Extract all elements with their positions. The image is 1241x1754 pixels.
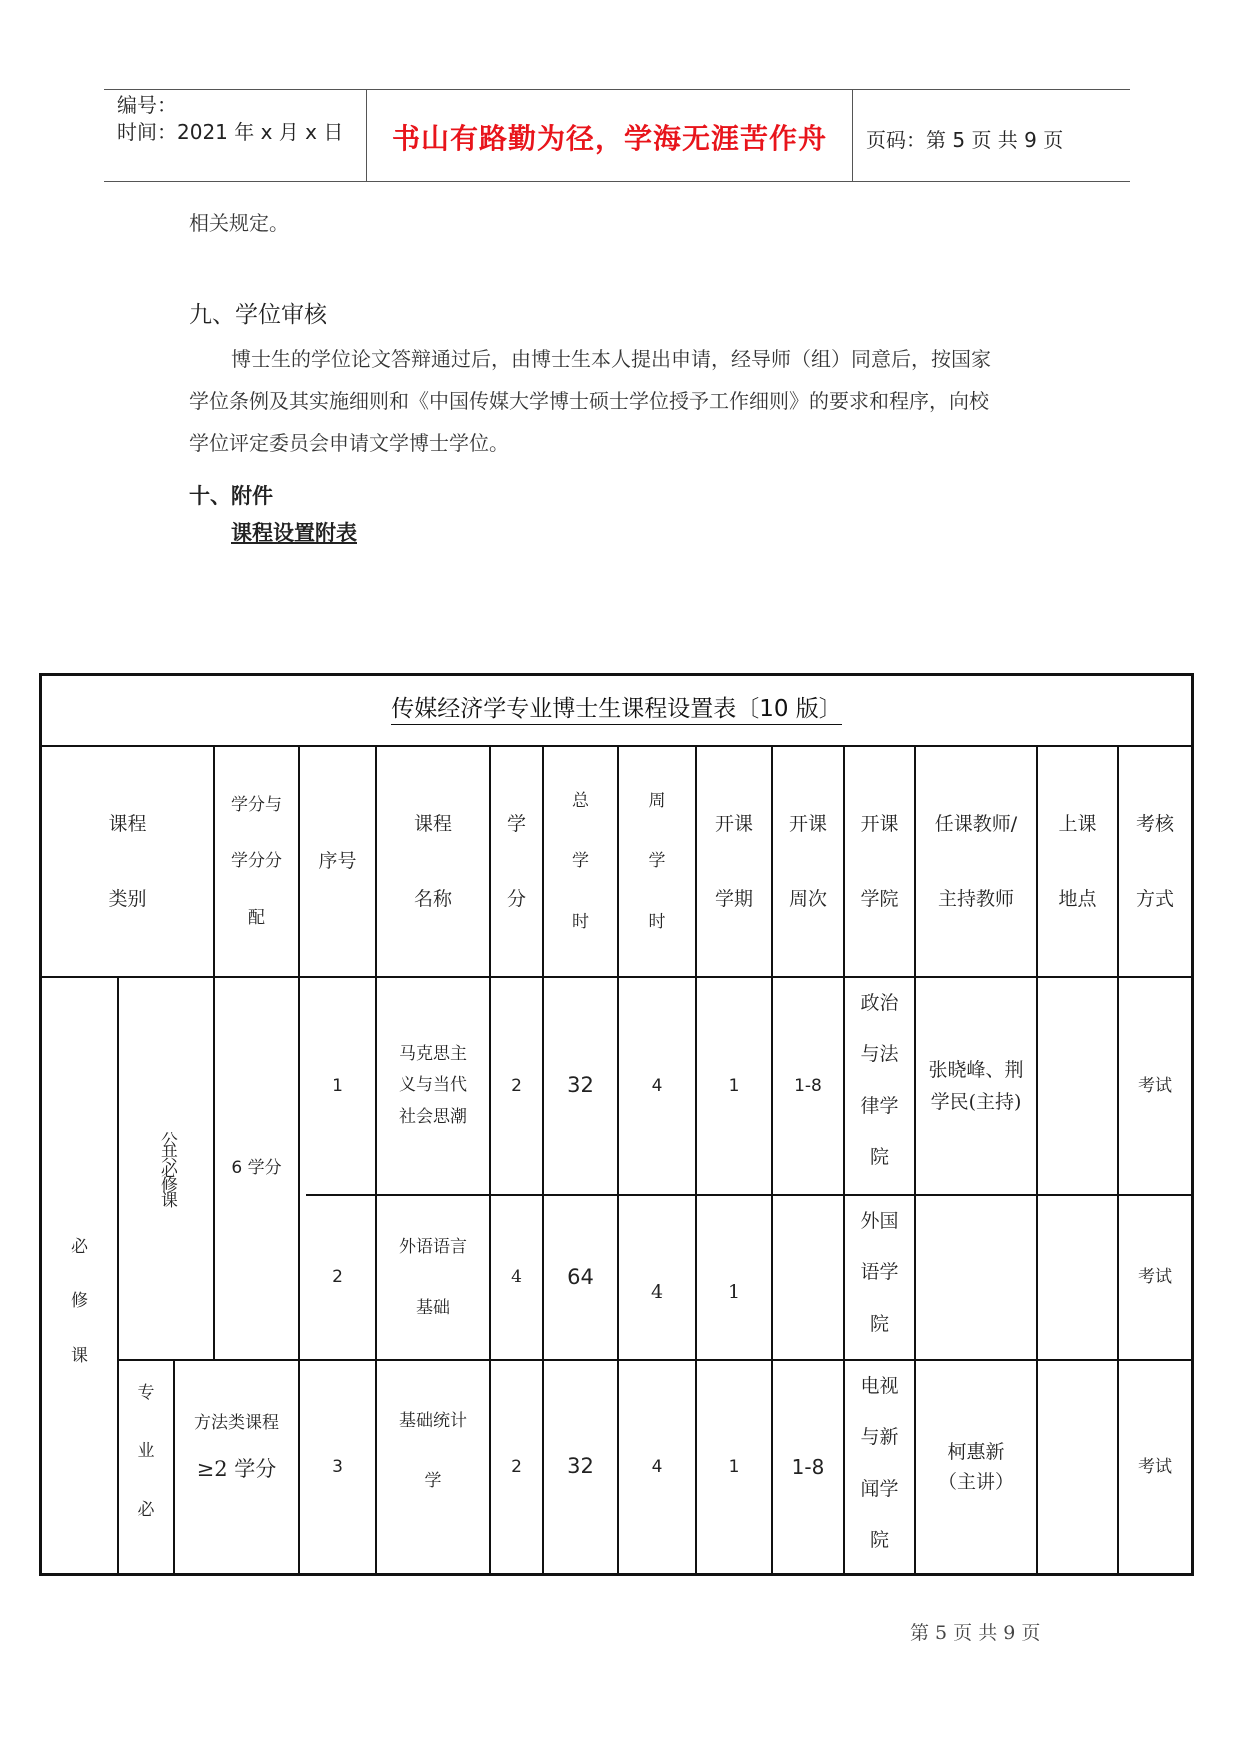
- header-teacher-line1: 任课教师/: [934, 812, 1018, 835]
- row1-seq-text: 1: [332, 1075, 343, 1096]
- header-weekly-hours-line1: 周: [648, 790, 666, 811]
- header-credit-line1: 学: [506, 812, 526, 835]
- header-weeks-line2: 周次: [788, 887, 827, 910]
- group-method-credit: ≥2 学分: [196, 1457, 277, 1482]
- row1-teacher: [916, 978, 1036, 1194]
- header-weekly-hours: [619, 747, 695, 976]
- header-credit-alloc: [215, 747, 298, 976]
- group-required-char1: 必: [71, 1236, 88, 1257]
- section9-line-3: 学位评定委员会申请文学博士学位。: [189, 431, 509, 455]
- row2-college-line1: 外国: [860, 1210, 899, 1232]
- row1-college: [845, 978, 914, 1194]
- row2-term-text: 1: [727, 1281, 741, 1304]
- header-college: [845, 747, 914, 976]
- row3-total-hours: [544, 1361, 617, 1573]
- row3-weekly-hours: [619, 1361, 695, 1573]
- row3-teacher: [916, 1361, 1036, 1573]
- header-exam-line1: 考核: [1135, 812, 1174, 835]
- section9-line-2: 学位条例及其实施细则和《中国传媒大学博士硕士学位授予工作细则》的要求和程序，向校: [189, 389, 989, 413]
- row3-weeks-text: 1-8: [791, 1455, 825, 1479]
- row1-exam: [1119, 978, 1191, 1194]
- row1-weekly-hours: [619, 978, 695, 1194]
- group-required-char3: 课: [71, 1345, 88, 1366]
- group-major: [119, 1361, 173, 1573]
- row3-college-line4: 院: [869, 1528, 889, 1551]
- row1-name-line3: 社会思潮: [399, 1106, 467, 1127]
- header-credit-alloc-line3: 配: [248, 907, 265, 928]
- header-college-line2: 学院: [860, 887, 899, 910]
- row3-exam: [1119, 1361, 1191, 1573]
- row3-name: [377, 1361, 489, 1573]
- row2-college: [845, 1196, 914, 1359]
- row1-credit: [491, 978, 542, 1194]
- attachment-title[interactable]: 课程设置附表: [231, 521, 357, 545]
- row3-teacher-line1: 柯惠新: [947, 1440, 1005, 1463]
- row1-total-hours-text: 32: [567, 1073, 594, 1098]
- section9-paragraph: [189, 338, 1089, 464]
- row1-teacher-line1: 张晓峰、荆: [928, 1058, 1024, 1081]
- row3-name-line1: 基础统计: [399, 1411, 467, 1431]
- row1-location: [1038, 978, 1117, 1194]
- row3-location: [1038, 1361, 1117, 1573]
- section9-line-1: 博士生的学位论文答辩通过后，由博士生本人提出申请，经导师（组）同意后，按国家: [231, 347, 991, 371]
- row3-credit-text: 2: [511, 1456, 522, 1477]
- group-method-text: 方法类课程: [194, 1413, 279, 1433]
- header-bottom-rule: [104, 181, 1130, 182]
- row1-college-line3: 律学: [860, 1094, 899, 1117]
- row3-seq: [300, 1361, 375, 1573]
- row1-name: [377, 978, 489, 1194]
- row2-college-line2: 语学: [860, 1261, 899, 1284]
- continuation-text: 相关规定。: [189, 211, 289, 235]
- row3-weeks: [773, 1361, 843, 1573]
- row1-name-line1: 马克思主: [399, 1043, 467, 1064]
- row2-exam: [1119, 1196, 1191, 1359]
- row2-college-line3: 院: [869, 1312, 889, 1335]
- header-college-line1: 开课: [860, 812, 899, 835]
- header-teacher-line2: 主持教师: [937, 887, 1014, 910]
- header-term-line2: 学期: [714, 887, 753, 910]
- row2-credit-text: 4: [511, 1267, 522, 1288]
- row2-name-line2: 基础: [416, 1297, 450, 1318]
- header-weekly-hours-line2: 学: [648, 851, 666, 872]
- header-divider-right: [852, 89, 853, 181]
- group-major-char2: 业: [137, 1441, 155, 1462]
- row2-weekly-hours-text: 4: [650, 1281, 664, 1304]
- row3-weekly-hours-text: 4: [651, 1456, 663, 1477]
- header-divider-left: [366, 89, 367, 181]
- row2-seq: [300, 1196, 375, 1359]
- header-time-label: 时间：2021 年 x 月 x 日: [117, 120, 344, 144]
- header-credit-alloc-line2: 学分分: [231, 851, 282, 872]
- row2-term: [697, 1196, 771, 1359]
- row2-weekly-hours: [619, 1196, 695, 1359]
- header-credit-alloc-line1: 学分与: [231, 794, 282, 815]
- header-category: [42, 747, 213, 976]
- group-public: [119, 978, 213, 1359]
- header-total-hours-line3: 时: [572, 911, 589, 932]
- header-weeks-line1: 开课: [788, 812, 827, 835]
- header-total-hours: [544, 747, 617, 976]
- row2-total-hours-text: 64: [567, 1264, 594, 1289]
- row1-weekly-hours-text: 4: [651, 1075, 663, 1096]
- header-category-line2: 类别: [108, 887, 147, 910]
- row1-teacher-line2: 学民(主持): [930, 1091, 1022, 1113]
- row2-weeks: [773, 1196, 843, 1359]
- header-location-line1: 上课: [1058, 812, 1097, 835]
- row1-college-line1: 政治: [860, 992, 899, 1014]
- row3-college: [845, 1361, 914, 1573]
- header-exam-line2: 方式: [1135, 887, 1174, 910]
- row1-seq: [300, 978, 375, 1194]
- group-major-char3: 必: [137, 1499, 155, 1520]
- group-public-credit-text: 6 学分: [231, 1158, 282, 1179]
- table-title: [42, 676, 1191, 745]
- section10-title: 十、附件: [189, 484, 273, 508]
- header-seq: [300, 747, 375, 976]
- header-category-line1: 课程: [108, 812, 147, 835]
- row3-college-line2: 与新: [860, 1426, 899, 1449]
- header-weekly-hours-line3: 时: [648, 911, 666, 932]
- row1-total-hours: [544, 978, 617, 1194]
- row1-name-line2: 义与当代: [399, 1075, 467, 1096]
- header-teacher: [916, 747, 1036, 976]
- row3-term: [697, 1361, 771, 1573]
- group-public-credit: [215, 978, 298, 1359]
- header-name-line2: 名称: [413, 887, 452, 910]
- header-name: [377, 747, 489, 976]
- header-location-line2: 地点: [1058, 887, 1097, 910]
- row3-credit: [491, 1361, 542, 1573]
- header-page-label: 页码：第 5 页 共 9 页: [866, 128, 1064, 152]
- table-title-text: 传媒经济学专业博士生课程设置表〔10 版〕: [391, 696, 842, 725]
- header-term: [697, 747, 771, 976]
- row3-total-hours-text: 32: [567, 1454, 594, 1479]
- header-exam: [1119, 747, 1191, 976]
- header-number-label: 编号：: [117, 93, 177, 117]
- row2-teacher: [916, 1196, 1036, 1359]
- header-seq-text: 序号: [318, 850, 357, 873]
- header-location: [1038, 747, 1117, 976]
- group-required-char2: 修: [71, 1291, 88, 1312]
- section9-title: 九、学位审核: [189, 302, 327, 328]
- row2-name-line1: 外语语言: [399, 1237, 467, 1258]
- header-total-hours-line1: 总: [572, 790, 589, 811]
- header-name-line1: 课程: [413, 812, 452, 835]
- row3-exam-text: 考试: [1138, 1456, 1172, 1477]
- row3-term-text: 1: [728, 1456, 740, 1477]
- row1-college-line4: 院: [869, 1145, 889, 1168]
- row1-weeks: [773, 978, 843, 1194]
- header-credit: [491, 747, 542, 976]
- row2-exam-text: 考试: [1138, 1267, 1172, 1288]
- row2-credit: [491, 1196, 542, 1359]
- row1-weeks-text: 1-8: [794, 1075, 822, 1096]
- page-footer: 第 5 页 共 9 页: [910, 1622, 1041, 1644]
- group-major-char1: 专: [137, 1383, 155, 1403]
- header-top-rule: [104, 89, 1130, 90]
- header-weeks: [773, 747, 843, 976]
- row2-total-hours: [544, 1196, 617, 1359]
- header-term-line1: 开课: [714, 812, 753, 835]
- header-credit-line2: 分: [506, 887, 526, 910]
- row3-college-line3: 闻学: [860, 1477, 899, 1500]
- row2-name: [377, 1196, 489, 1359]
- row3-teacher-line2: （主讲）: [937, 1471, 1014, 1493]
- header-total-hours-line2: 学: [572, 851, 589, 872]
- group-required: [42, 978, 117, 1573]
- row3-seq-text: 3: [332, 1456, 343, 1477]
- row1-credit-text: 2: [511, 1075, 522, 1096]
- row1-term: [697, 978, 771, 1194]
- row1-term-text: 1: [728, 1075, 740, 1096]
- row2-location: [1038, 1196, 1117, 1359]
- group-public-text: 公共必修课: [156, 1131, 177, 1206]
- group-method: [175, 1361, 298, 1573]
- row1-exam-text: 考试: [1138, 1075, 1172, 1096]
- header-motto: 书山有路勤为径，学海无涯苦作舟: [392, 122, 828, 155]
- row3-name-line2: 学: [424, 1471, 442, 1492]
- course-table: [39, 673, 1194, 1576]
- row3-college-line1: 电视: [860, 1375, 899, 1397]
- row1-college-line2: 与法: [860, 1043, 899, 1066]
- row2-seq-text: 2: [332, 1267, 343, 1288]
